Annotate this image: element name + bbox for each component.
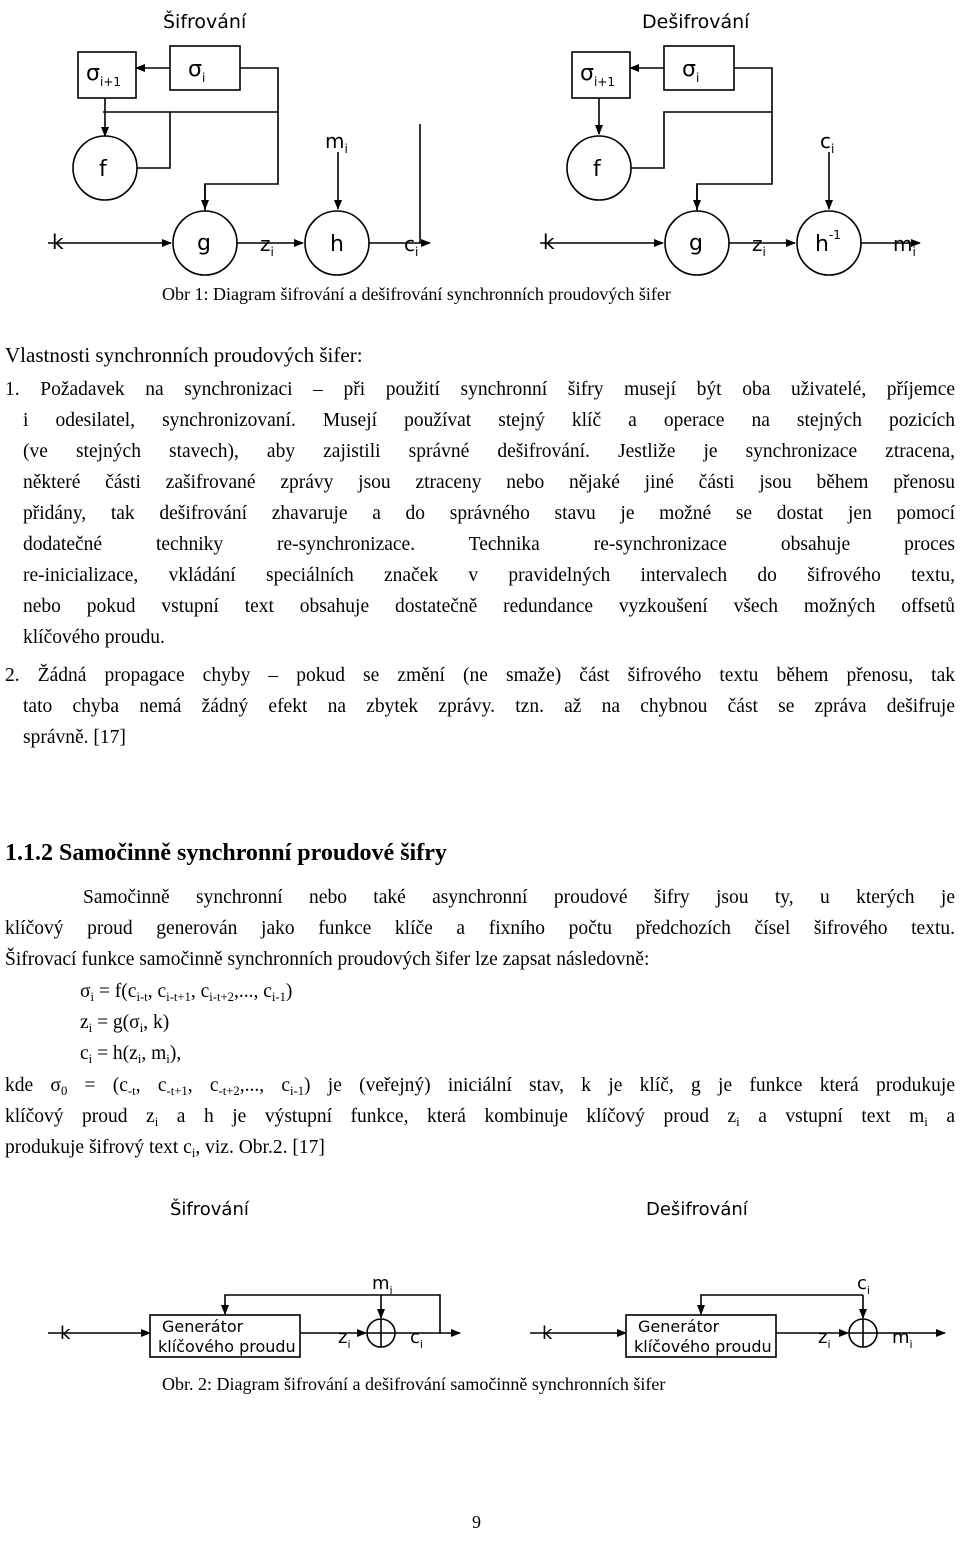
subsection-heading: 1.1.2 Samočinně synchronní proudové šifry <box>5 840 447 866</box>
equation-3: $c_i = h(z_i$, $m_i$), <box>80 1043 182 1066</box>
svg-text:σi+1: $\sigma_{i+1}$ <box>580 61 615 89</box>
section-heading: Vlastnosti synchronních proudových šifer: <box>5 343 363 367</box>
item-2: 2. Žádná propagace chyby – pokud se změní (ne smaže) část šifrového textu během přenosu, tak tato chyba nemá žádný efekt na zbytek zprávy. tzn. až na chybnou část se zpráva dešifruje správně. [17] <box>5 665 955 748</box>
svg-text:zi: $z_i$ <box>338 1327 351 1351</box>
svg-text:mi: $m_i$ <box>893 232 916 259</box>
svg-text:zi: $z_i$ <box>818 1327 831 1351</box>
svg-text:ci: $c_i$ <box>820 129 835 156</box>
svg-text:σi: $\sigma_i$ <box>682 57 700 85</box>
equation-2: $z_i = g(\sigma_i$, k) <box>80 1012 170 1035</box>
fig1-left-title: Šifrování <box>163 11 247 33</box>
figure-2-caption: Obr. 2: Diagram šifrování a dešifrování samočinně synchronních šifer <box>162 1374 666 1394</box>
svg-text:h-1: $h^{-1}$ <box>815 228 841 257</box>
svg-text:k: k <box>542 1323 553 1344</box>
svg-text:mi: $m_i$ <box>892 1327 913 1351</box>
svg-text:f: f <box>99 157 107 182</box>
figure-1-diagram <box>0 0 960 280</box>
page-number: 9 <box>472 1512 481 1532</box>
svg-text:k: k <box>543 230 555 254</box>
definition-paragraph: kde $\sigma_0 = (c_{-t}$, $c_{-t+1}$, $c_{-t+2}$,..., $c_{i-1}$) je (veřejný) iniciální stav, k je klíč, g je funkce která produkuje klíčový proud $z_i$ a h je výstupní funkce, která kombinuje klíčový proud $z_i$ a vstupní text $m_i$ a produkuje šifrový text $c_i$, viz. Obr.2. [17] <box>5 1075 956 1160</box>
svg-text:zi: $z_i$ <box>260 232 274 259</box>
svg-text:g: g <box>197 231 211 256</box>
equations <box>80 976 292 1069</box>
svg-text:ci: $c_i$ <box>404 232 419 259</box>
svg-text:g: g <box>689 231 703 256</box>
svg-text:klíčového proudu: klíčového proudu <box>158 1337 296 1356</box>
svg-text:Generátor: Generátor <box>638 1317 720 1336</box>
fig1-right-title: Dešifrování <box>642 11 750 33</box>
figure-1-caption: Obr 1: Diagram šifrování a dešifrování synchronních proudových šifer <box>162 284 671 304</box>
svg-text:f: f <box>593 157 601 182</box>
svg-text:ci: $c_i$ <box>857 1273 870 1297</box>
svg-text:k: k <box>60 1323 71 1344</box>
svg-text:klíčového proudu: klíčového proudu <box>634 1337 772 1356</box>
fig2-left-title: Šifrování <box>170 1199 249 1220</box>
svg-text:σi+1: $\sigma_{i+1}$ <box>86 61 121 89</box>
svg-text:mi: $m_i$ <box>372 1273 393 1297</box>
svg-text:mi: $m_i$ <box>325 129 348 156</box>
svg-text:ci: $c_i$ <box>410 1327 423 1351</box>
svg-text:σi: $\sigma_i$ <box>188 57 206 85</box>
item-1: 1. Požadavek na synchronizaci – při použití synchronní šifry musejí být oba uživatelé, příjemce i odesilatel, synchronizovaní. Musejí používat stejný klíč a operace na stejných pozicích (ve stejných stavech), aby zajistili správné dešifrování. Jestliže je synchronizace ztracena, některé části zašifrované zprávy jsou ztraceny nebo nějaké jiné části jsou během přenosu přidány, tak dešifrování zhavaruje a do správného stavu je možné se dostat jen pomocí dodatečné techniky re-synchronizace. Technika re-synchronizace obsahuje proces re-inicializace, vkládání speciálních značek v pravidelných intervalech do šifrového textu, nebo pokud vstupní text obsahuje dostatečně redundance vyzkoušení všech možných offsetů klíčového proudu. <box>5 379 955 648</box>
equation-1: $\sigma_i = f(c_{i-t}$, $c_{i-t+1}$, $c_{i-t+2}$,..., $c_{i-1}$) <box>80 981 293 1004</box>
intro-paragraph: Samočinně synchronní nebo také asynchronní proudové šifry jsou ty, u kterých je klíčový proud generován jako funkce klíče a fixního počtu předchozích čísel šifrového textu. Šifrovací funkce samočinně synchronních proudových šifer lze zapsat následovně: <box>5 887 955 970</box>
svg-text:h: h <box>330 232 344 257</box>
fig2-right-title: Dešifrování <box>646 1199 748 1220</box>
svg-text:k: k <box>52 230 64 254</box>
svg-text:zi: $z_i$ <box>752 232 766 259</box>
h-inv-circle <box>797 211 861 275</box>
svg-text:Generátor: Generátor <box>162 1317 244 1336</box>
figure-2-diagram <box>0 1185 960 1370</box>
